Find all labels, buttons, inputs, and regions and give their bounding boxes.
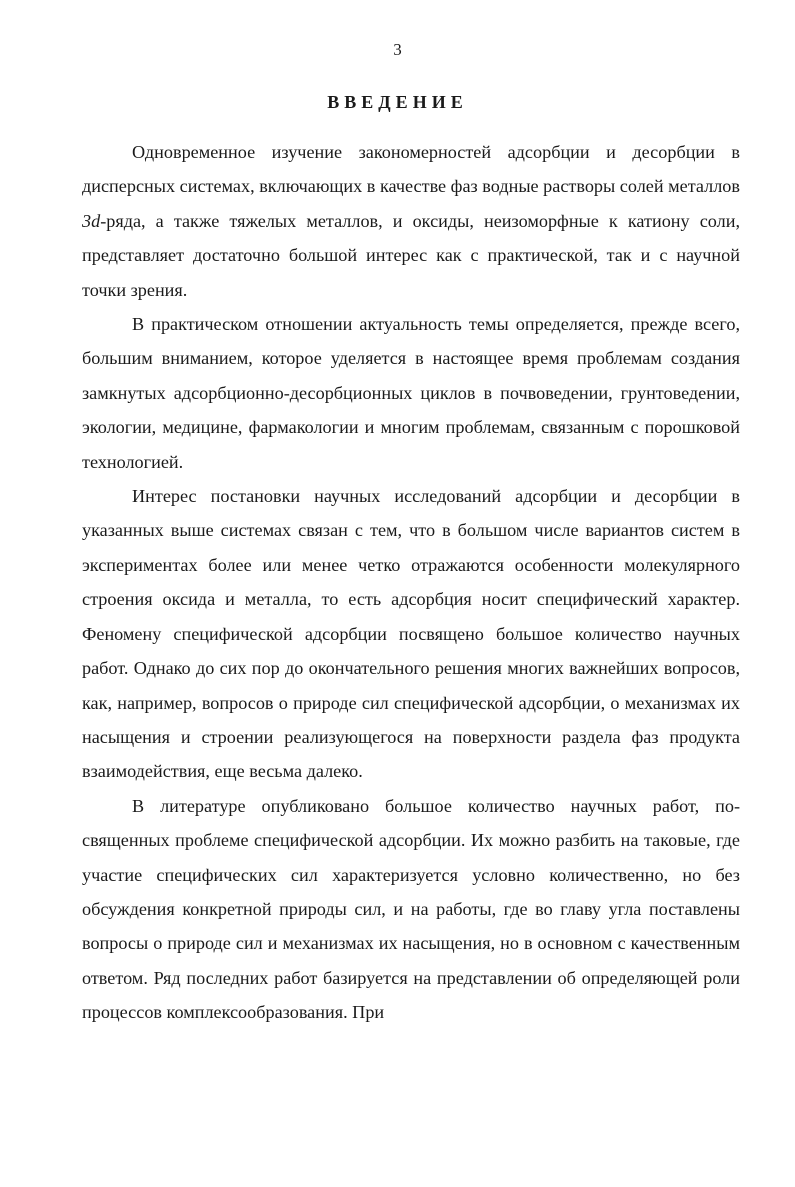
page-number: 3 xyxy=(393,40,402,59)
body-text xyxy=(82,135,740,1030)
paragraph-1 xyxy=(82,135,740,307)
paragraph-1-text-before: Одновременное изучение закономерностей адсорбции и десорбции в дисперсных системах, включающих в качестве фаз водные растворы солей металлов xyxy=(82,142,740,197)
paragraph-2: В практическом отношении актуальность темы определяется, прежде всего, большим вниманием, которое уделяется в настоящее время проблемам создания замкнутых адсорбционно-десорбционных циклов в почвоведении, грунтоведении, экологии, медицине, фармакологии и многим проблемам, связанным с порошковой технологией. xyxy=(82,314,740,472)
section-heading: ВВЕДЕНИЕ xyxy=(327,92,468,112)
paragraph-1-text-after: -ряда, а также тяжелых металлов, и оксиды, неизоморфные к катиону соли, представляет достаточно большой интерес как с практической, так и с научной точки зрения. xyxy=(82,210,740,300)
paragraph-3: Интерес постановки научных исследований адсорбции и десорбции в указанных выше системах связан с тем, что в большом числе вариантов систем в экспериментах более или менее четко отражаются особенности молекулярного строения оксида и металла, то есть адсорбция носит специфический характер. Феномену специфической адсорбции посвящено большое количество научных работ. Однако до сих пор до окончательного решения многих важнейших вопросов, как, например, вопросов о природе сил специфической адсорбции, о механизмах их насыщения и строении реализующегося на поверхности раздела фаз продукта взаимодействия, еще весьма далеко. xyxy=(82,486,740,782)
paragraph-4: В литературе опубликовано большое количество научных работ, посвященных проблеме специфической адсорбции. Их можно разбить на таковые, где участие специфических сил характеризуется условно количественно, но без обсуждения конкретной природы сил, и на работы, где во главу угла поставлены вопросы о природе сил и механизмах их насыщения, но в основном с качественным ответом. Ряд последних работ базируется на представлении об определяющей роли процессов комплексообразования. При xyxy=(82,795,740,1023)
paragraph-1-emphasis: 3d xyxy=(82,210,101,231)
